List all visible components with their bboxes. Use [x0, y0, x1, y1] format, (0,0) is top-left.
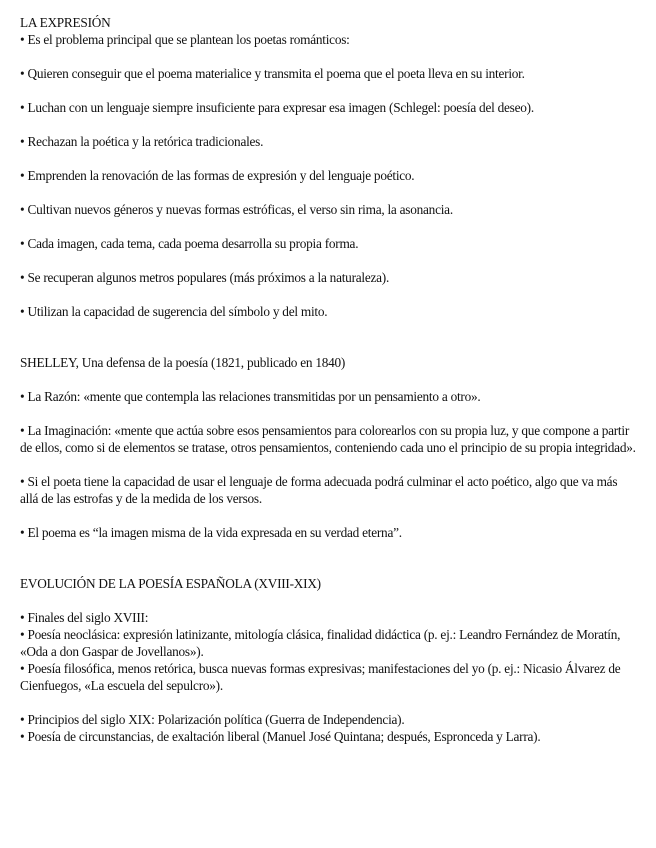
section-heading-expresion: LA EXPRESIÓN: [20, 15, 111, 30]
intro-paragraph: • Es el problema principal que se plantean los poetas románticos:: [20, 32, 350, 47]
bullet-item: • Rechazan la poética y la retórica tradicionales.: [20, 134, 264, 149]
bullet-item: • Cultivan nuevos géneros y nuevas formas estróficas, el verso sin rima, la asonancia.: [20, 202, 453, 217]
bullet-item: • Si el poeta tiene la capacidad de usar el lenguaje de forma adecuada podrá culminar el acto poético, algo que va más allá de las estrofas y de la medida de los versos.: [20, 474, 618, 506]
section-spacer: [20, 320, 638, 354]
bullet-item: • Finales del siglo XVIII:: [20, 610, 149, 625]
bullet-item: • Luchan con un lenguaje siempre insuficiente para expresar esa imagen (Schlegel: poesía del deseo).: [20, 100, 534, 115]
bullet-item: • Emprenden la renovación de las formas de expresión y del lenguaje poético.: [20, 168, 415, 183]
spacer: [20, 405, 638, 422]
spacer: [20, 592, 638, 609]
spacer: [20, 286, 638, 303]
spacer: [20, 48, 638, 65]
section-heading-evolucion: EVOLUCIÓN DE LA POESÍA ESPAÑOLA (XVIII-XIX): [20, 576, 321, 591]
bullet-item: • El poema es “la imagen misma de la vida expresada en su verdad eterna”.: [20, 525, 402, 540]
bullet-item: • Cada imagen, cada tema, cada poema desarrolla su propia forma.: [20, 236, 359, 251]
spacer: [20, 371, 638, 388]
bullet-item: • Poesía neoclásica: expresión latinizante, mitología clásica, finalidad didáctica (p. ej.: Leandro Fernández de Moratín, «Oda a don Gaspar de Jovellanos»).: [20, 627, 621, 659]
spacer: [20, 218, 638, 235]
spacer: [20, 694, 638, 711]
bullet-item: • La Razón: «mente que contempla las relaciones transmitidas por un pensamiento a otro».: [20, 389, 481, 404]
spacer: [20, 150, 638, 167]
document-page: [20, 14, 638, 745]
spacer: [20, 116, 638, 133]
bullet-item: • Poesía filosófica, menos retórica, busca nuevas formas expresivas; manifestaciones del yo (p. ej.: Nicasio Álvarez de Cienfuegos, «La escuela del sepulcro»).: [20, 661, 621, 693]
spacer: [20, 252, 638, 269]
bullet-item: • Quieren conseguir que el poema materialice y transmita el poema que el poeta lleva en su interior.: [20, 66, 525, 81]
spacer: [20, 507, 638, 524]
spacer: [20, 456, 638, 473]
section-heading-shelley: SHELLEY, Una defensa de la poesía (1821, publicado en 1840): [20, 355, 346, 370]
bullet-item: • La Imaginación: «mente que actúa sobre esos pensamientos para colorearlos con su propia luz, y que compone a partir de ellos, como si de elementos se tratase, otros pensamientos, conteniendo cada uno el principio de su propia integridad».: [20, 423, 636, 455]
bullet-item: • Se recuperan algunos metros populares (más próximos a la naturaleza).: [20, 270, 390, 285]
section-spacer: [20, 541, 638, 575]
bullet-item: • Principios del siglo XIX: Polarización política (Guerra de Independencia).: [20, 712, 405, 727]
spacer: [20, 184, 638, 201]
bullet-item: • Poesía de circunstancias, de exaltación liberal (Manuel José Quintana; después, Espronceda y Larra).: [20, 729, 541, 744]
spacer: [20, 82, 638, 99]
bullet-item: • Utilizan la capacidad de sugerencia del símbolo y del mito.: [20, 304, 328, 319]
